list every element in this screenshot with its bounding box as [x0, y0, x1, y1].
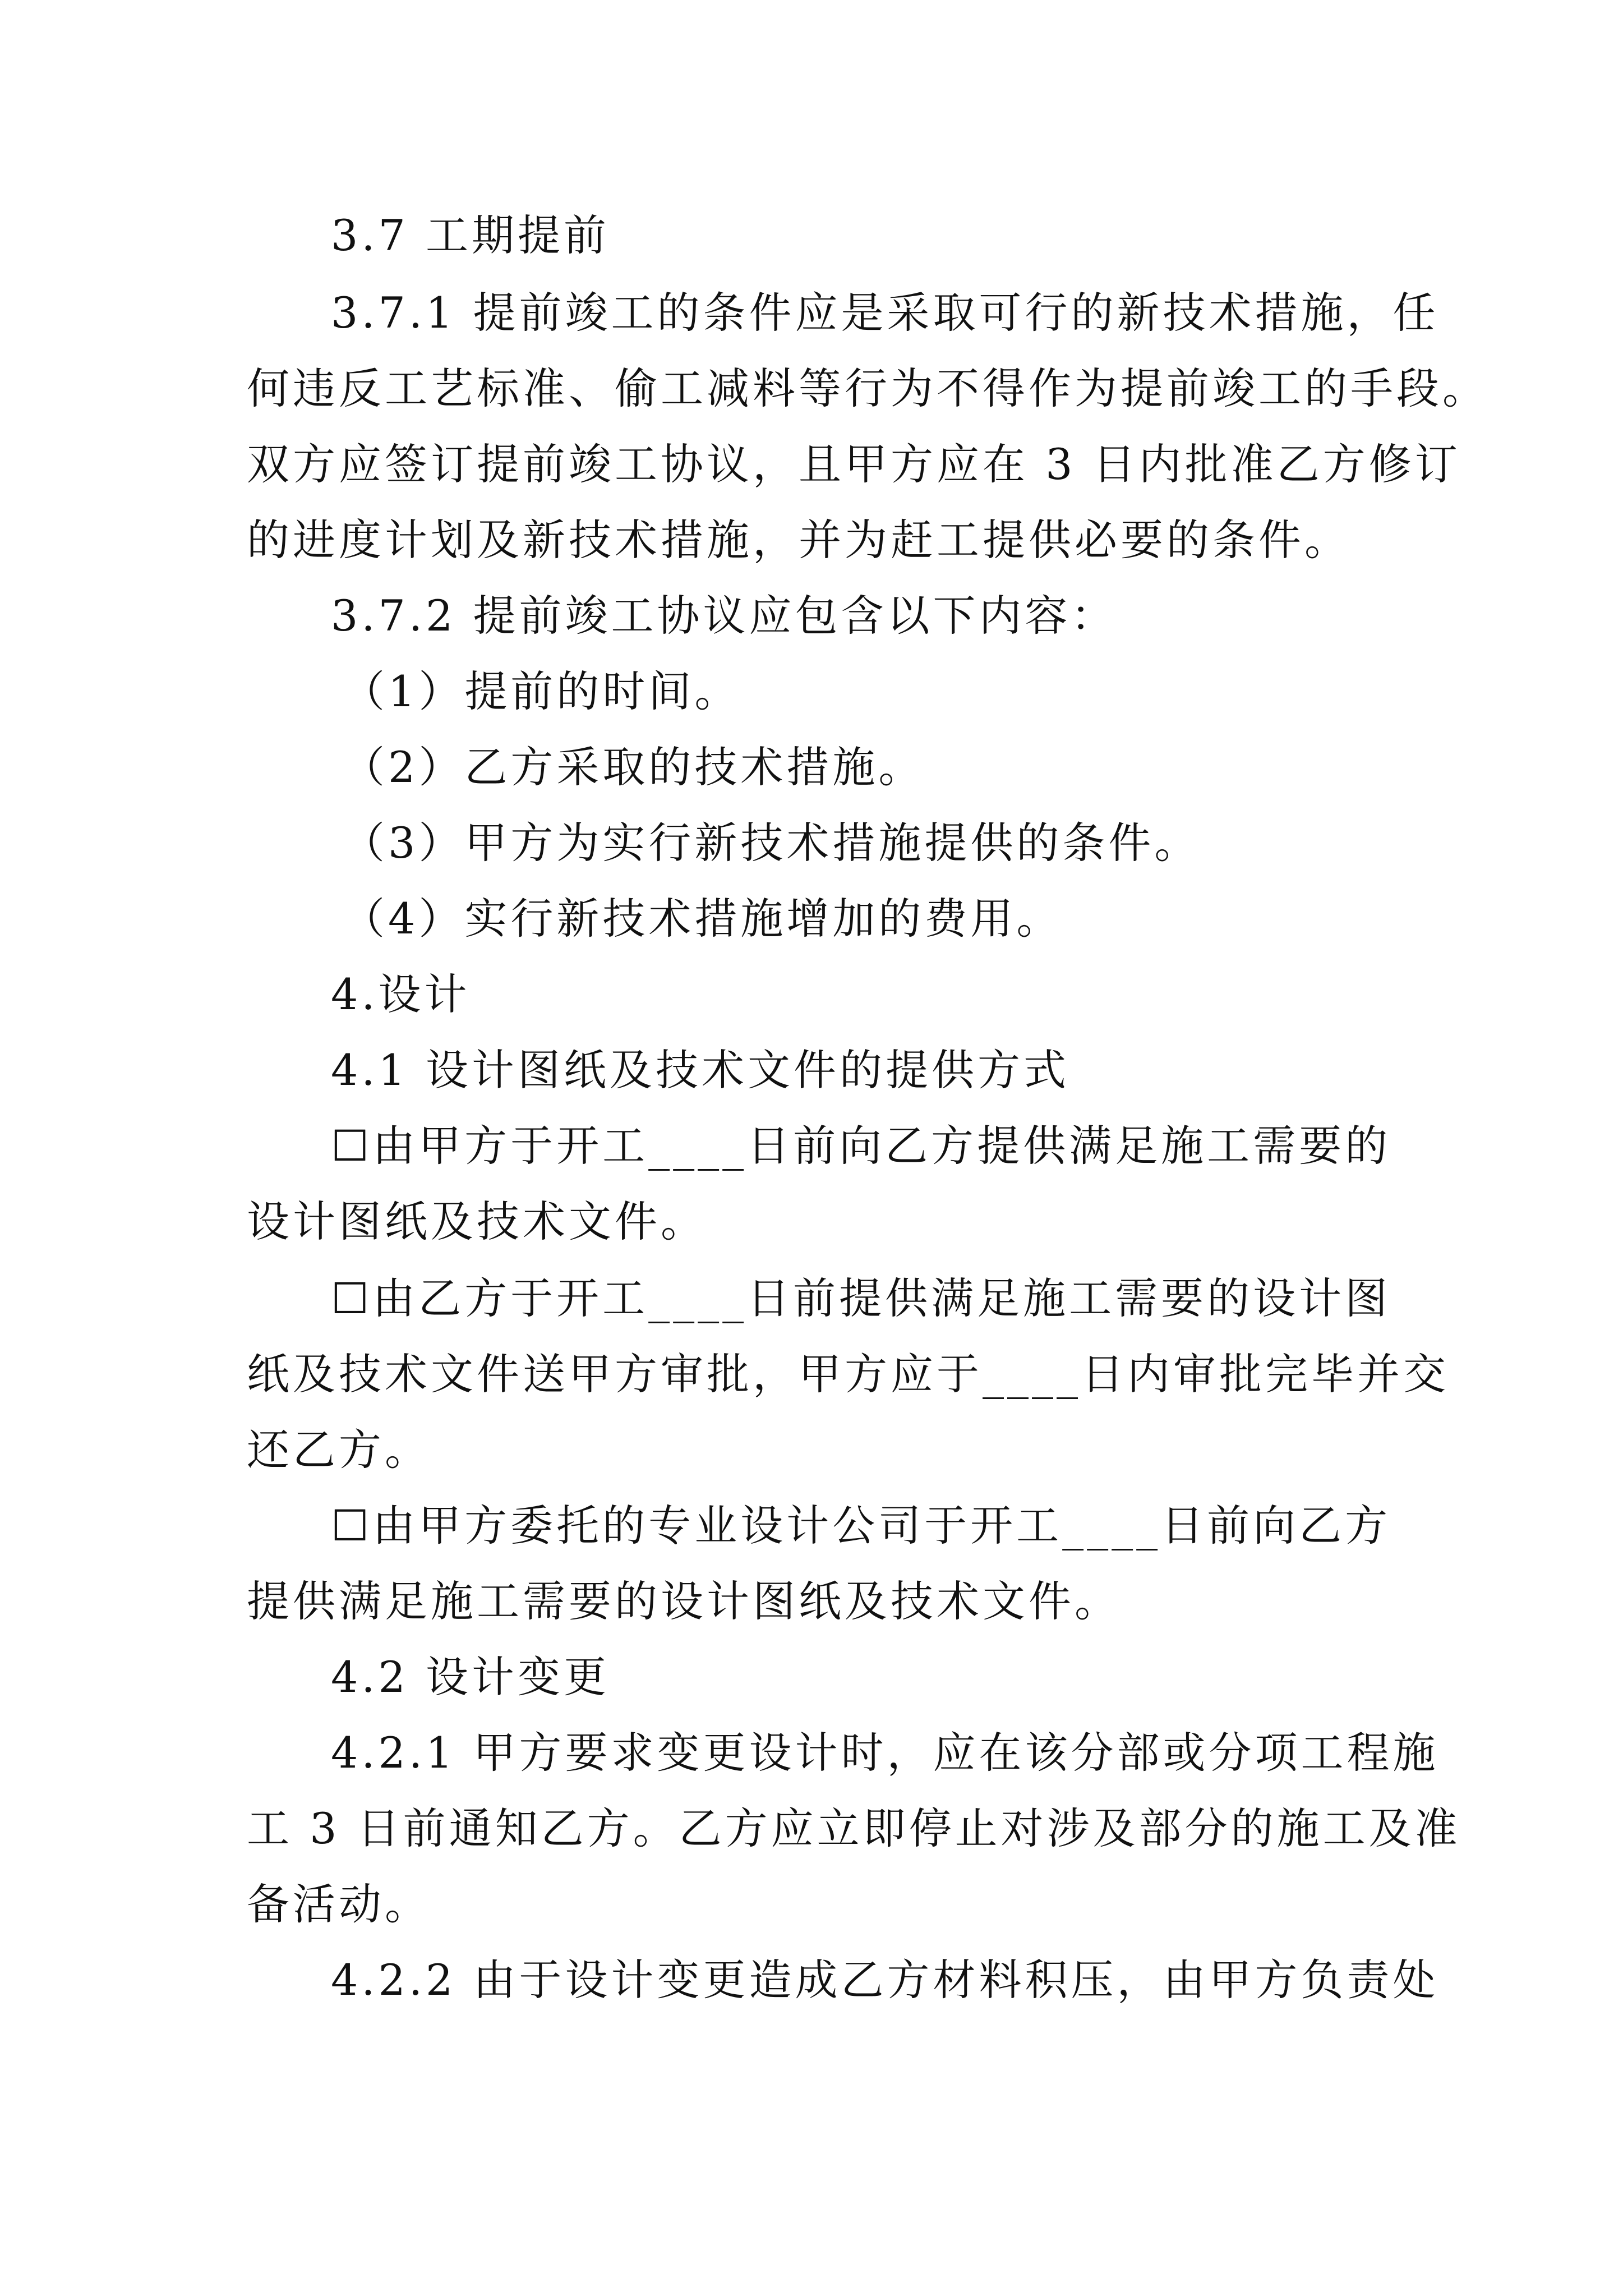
paragraph-line: 纸及技术文件送甲方审批，甲方应于____日内审批完毕并交	[247, 1349, 1449, 1399]
paragraph-line: 3.7.2 提前竣工协议应包含以下内容：	[331, 591, 1117, 641]
paragraph-line: 4.2.1 甲方要求变更设计时，应在该分部或分项工程施	[331, 1728, 1439, 1778]
paragraph-line: 提供满足施工需要的设计图纸及技术文件。	[247, 1576, 1121, 1626]
paragraph-line: 何违反工艺标准、偷工减料等行为不得作为提前竣工的手段。	[247, 364, 1488, 413]
paragraph-line: 工 3 日前通知乙方。乙方应立即停止对涉及部分的施工及准	[247, 1803, 1461, 1853]
list-item: （2）乙方采取的技术措施。	[342, 742, 925, 792]
paragraph-line: 还乙方。	[247, 1425, 431, 1475]
checkbox-option-line: ☐由乙方于开工____日前提供满足施工需要的设计图	[331, 1273, 1391, 1323]
paragraph-line: 的进度计划及新技术措施，并为赶工提供必要的条件。	[247, 515, 1350, 565]
list-item: （1）提前的时间。	[342, 666, 741, 716]
section-heading-4: 4.设计	[331, 969, 471, 1019]
paragraph-line: 3.7.1 提前竣工的条件应是采取可行的新技术措施，任	[331, 288, 1439, 338]
paragraph-line: 双方应签订提前竣工协议，且甲方应在 3 日内批准乙方修订	[247, 439, 1461, 489]
checkbox-option-line: ☐由甲方委托的专业设计公司于开工____日前向乙方	[331, 1501, 1391, 1550]
paragraph-line: 设计图纸及技术文件。	[247, 1197, 707, 1246]
section-heading-3-7: 3.7 工期提前	[331, 210, 610, 260]
list-item: （3）甲方为实行新技术措施提供的条件。	[342, 818, 1201, 868]
section-heading-4-1: 4.1 设计图纸及技术文件的提供方式	[331, 1045, 1070, 1095]
paragraph-line: 备活动。	[247, 1879, 431, 1929]
section-heading-4-2: 4.2 设计变更	[331, 1652, 610, 1702]
list-item: （4）实行新技术措施增加的费用。	[342, 894, 1063, 944]
paragraph-line: 4.2.2 由于设计变更造成乙方材料积压，由甲方负责处	[331, 1955, 1439, 2005]
checkbox-option-line: ☐由甲方于开工____日前向乙方提供满足施工需要的	[331, 1121, 1391, 1171]
